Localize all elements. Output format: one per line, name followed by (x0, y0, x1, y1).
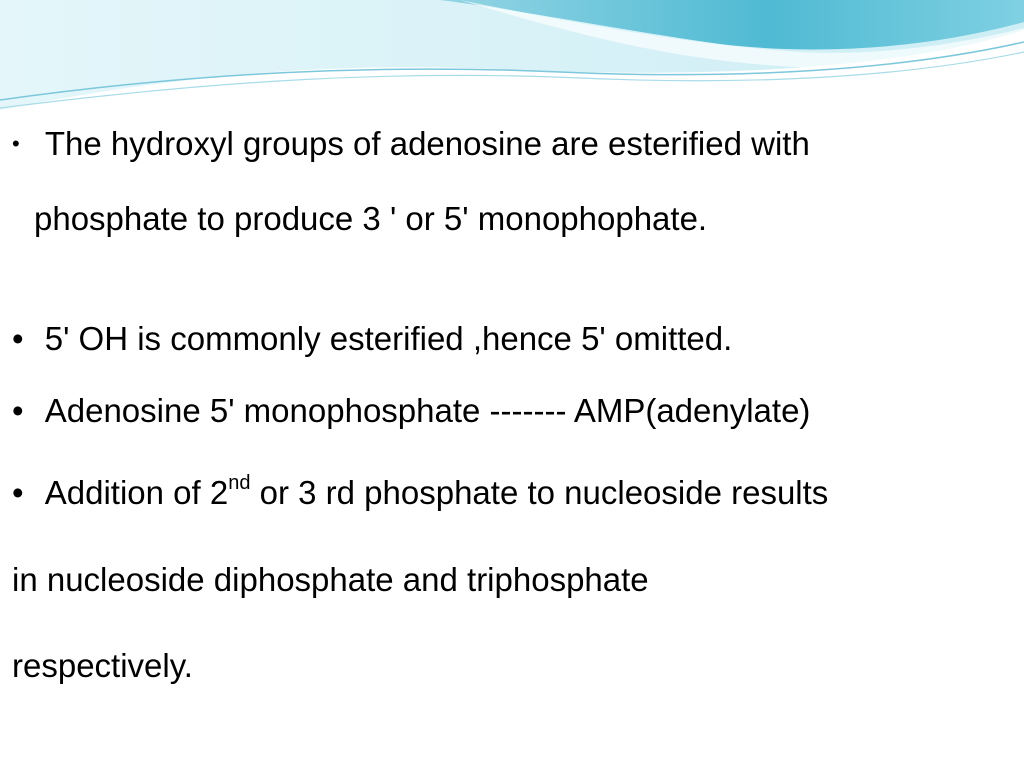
superscript-nd: nd (228, 472, 251, 494)
bullet-4-line-1 (12, 473, 828, 513)
bullet-marker: • (12, 131, 20, 156)
bullet-4-text-start: Addition of 2 (44, 474, 229, 511)
bullet-marker: • (12, 474, 24, 511)
bullet-4-line-3: respectively. (12, 647, 193, 684)
bullet-4-line-2: in nucleoside diphosphate and triphosphate (12, 561, 649, 598)
bullet-marker: • (12, 392, 24, 429)
bullet-3-line-1 (12, 391, 810, 431)
bullet-3-text: Adenosine 5' monophosphate ------- AMP(adenylate) (44, 392, 811, 429)
bullet-1-line-2: phosphate to produce 3 ' or 5' monophophate. (34, 200, 708, 237)
bullet-1-line-1 (12, 124, 810, 164)
bullet-4-text-end: or 3 rd phosphate to nucleoside results (250, 474, 829, 511)
bullet-2-text: 5' OH is commonly esterified ,hence 5' omitted. (44, 320, 733, 357)
bullet-1-text: The hydroxyl groups of adenosine are esterified with (44, 125, 810, 162)
bullet-marker: • (12, 320, 24, 357)
header-wave-decoration (0, 0, 1024, 120)
bullet-2-line-1 (12, 319, 732, 359)
